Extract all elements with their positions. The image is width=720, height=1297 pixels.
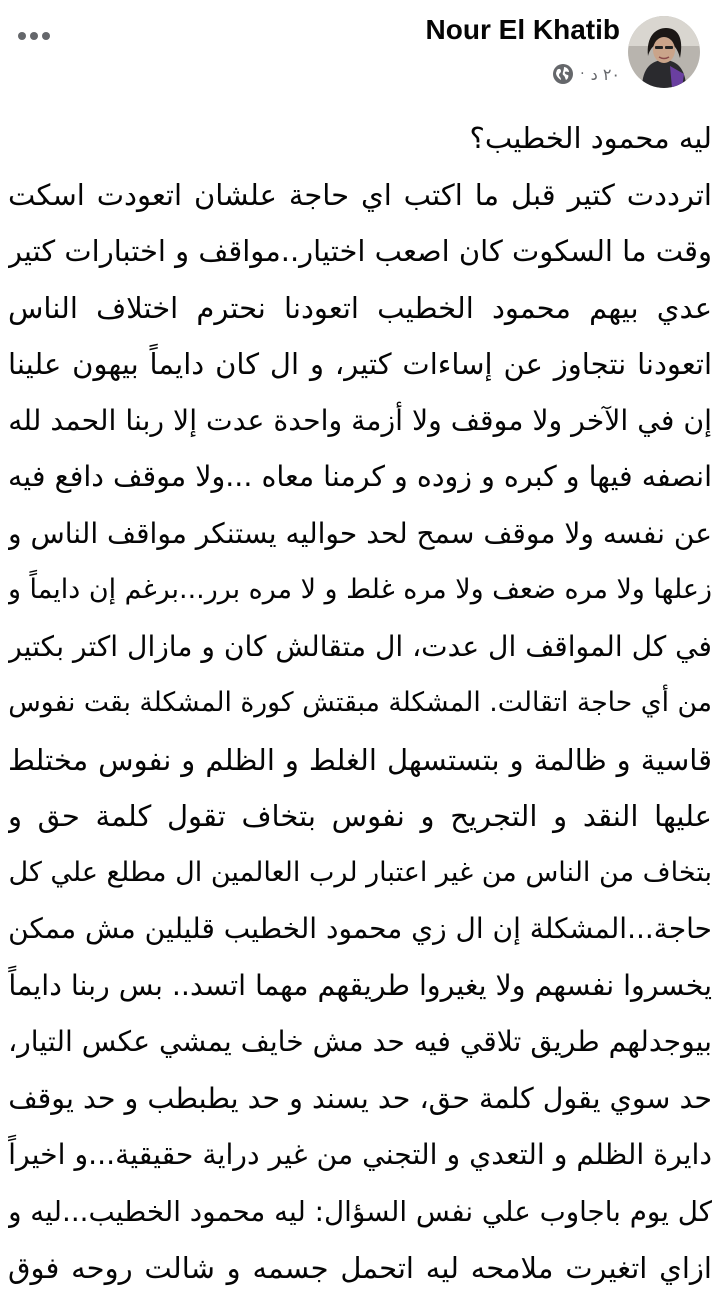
post-text-line: بتخاف من الناس من غير اعتبار لرب العالمين ال مطلع علي كل bbox=[8, 856, 712, 888]
author-name[interactable]: Nour El Khatib bbox=[425, 14, 620, 45]
post-text-line: إن في الآخر ولا موقف ولا أزمة واحدة عدت إلا ربنا الحمد لله bbox=[8, 403, 712, 437]
post-text-line: بيوجدلهم طريق تلاقي فيه حد مش خايف يمشي عكس التيار، bbox=[8, 1025, 712, 1058]
post-text-line: عليها النقد و التجريح و نفوس بتخاف تقول كلمة حق و bbox=[8, 799, 712, 833]
post-text-line: كل يوم باجاوب علي نفس السؤال: ليه محمود الخطيب...ليه و bbox=[8, 1194, 712, 1228]
post-text-line: في كل المواقف ال عدت، ال متقالش كان و مازال اكتر بكتير bbox=[8, 629, 712, 663]
post-text-line: ليه محمود الخطيب؟ bbox=[469, 121, 712, 155]
post-text-line: قاسية و ظالمة و بتستسهل الغلط و الظلم و نفوس مختلط bbox=[8, 742, 712, 777]
post-text-line: عدي بيهم محمود الخطيب اتعودنا نحترم اختلاف الناس bbox=[8, 290, 712, 325]
post-text bbox=[8, 110, 712, 1297]
post-text-line: انصفه فيها و كبره و زوده و كرمنا معاه ...ولا موقف دافع فيه bbox=[8, 460, 712, 493]
avatar[interactable] bbox=[628, 16, 700, 88]
more-horizontal-icon bbox=[17, 31, 51, 41]
post-text-line: ازاي اتغيرت ملامحه ليه اتحمل جسمه و شالت روحه فوق bbox=[8, 1251, 712, 1285]
post-time[interactable]: ٢٠ د bbox=[590, 64, 620, 84]
post-text-line: اترددت كتير قبل ما اكتب اي حاجة علشان اتعودت اسكت bbox=[8, 177, 712, 212]
post-text-line: وقت ما السكوت كان اصعب اختيار..مواقف و اختبارات كتير bbox=[8, 234, 712, 268]
post-text-line: يخسروا نفسهم ولا يغيروا طريقهم مهما اتسد.. بس ربنا دايماً bbox=[8, 968, 712, 1002]
more-options-button[interactable] bbox=[14, 22, 54, 50]
post-text-line: من أي حاجة اتقالت. المشكلة مبقتش كورة المشكلة بقت نفوس bbox=[8, 687, 712, 718]
post-text-line: اتعودنا نتجاوز عن إساءات كتير، و ال كان دايماً بيهون علينا bbox=[8, 347, 712, 381]
post-text-line: عن نفسه ولا موقف سمح لحد حواليه يستنكر مواقف الناس و bbox=[8, 516, 712, 550]
post-text-line: زعلها ولا مره ضعف ولا مره غلط و لا مره برر...برغم إن دايماً و bbox=[8, 574, 712, 605]
post-meta bbox=[552, 60, 620, 88]
post-text-line: حد سوي يقول كلمة حق، حد يسند و حد يطبطب و حد يوقف bbox=[8, 1081, 712, 1115]
post-header bbox=[0, 0, 720, 100]
post-text-line: حاجة...المشكلة إن ال زي محمود الخطيب قليلين مش ممكن bbox=[8, 912, 712, 945]
post-text-line: دايرة الظلم و التعدي و التجني من غير دراية حقيقية...و اخيراً bbox=[8, 1138, 712, 1171]
meta-separator: · bbox=[580, 66, 585, 82]
globe-icon[interactable] bbox=[552, 63, 574, 85]
